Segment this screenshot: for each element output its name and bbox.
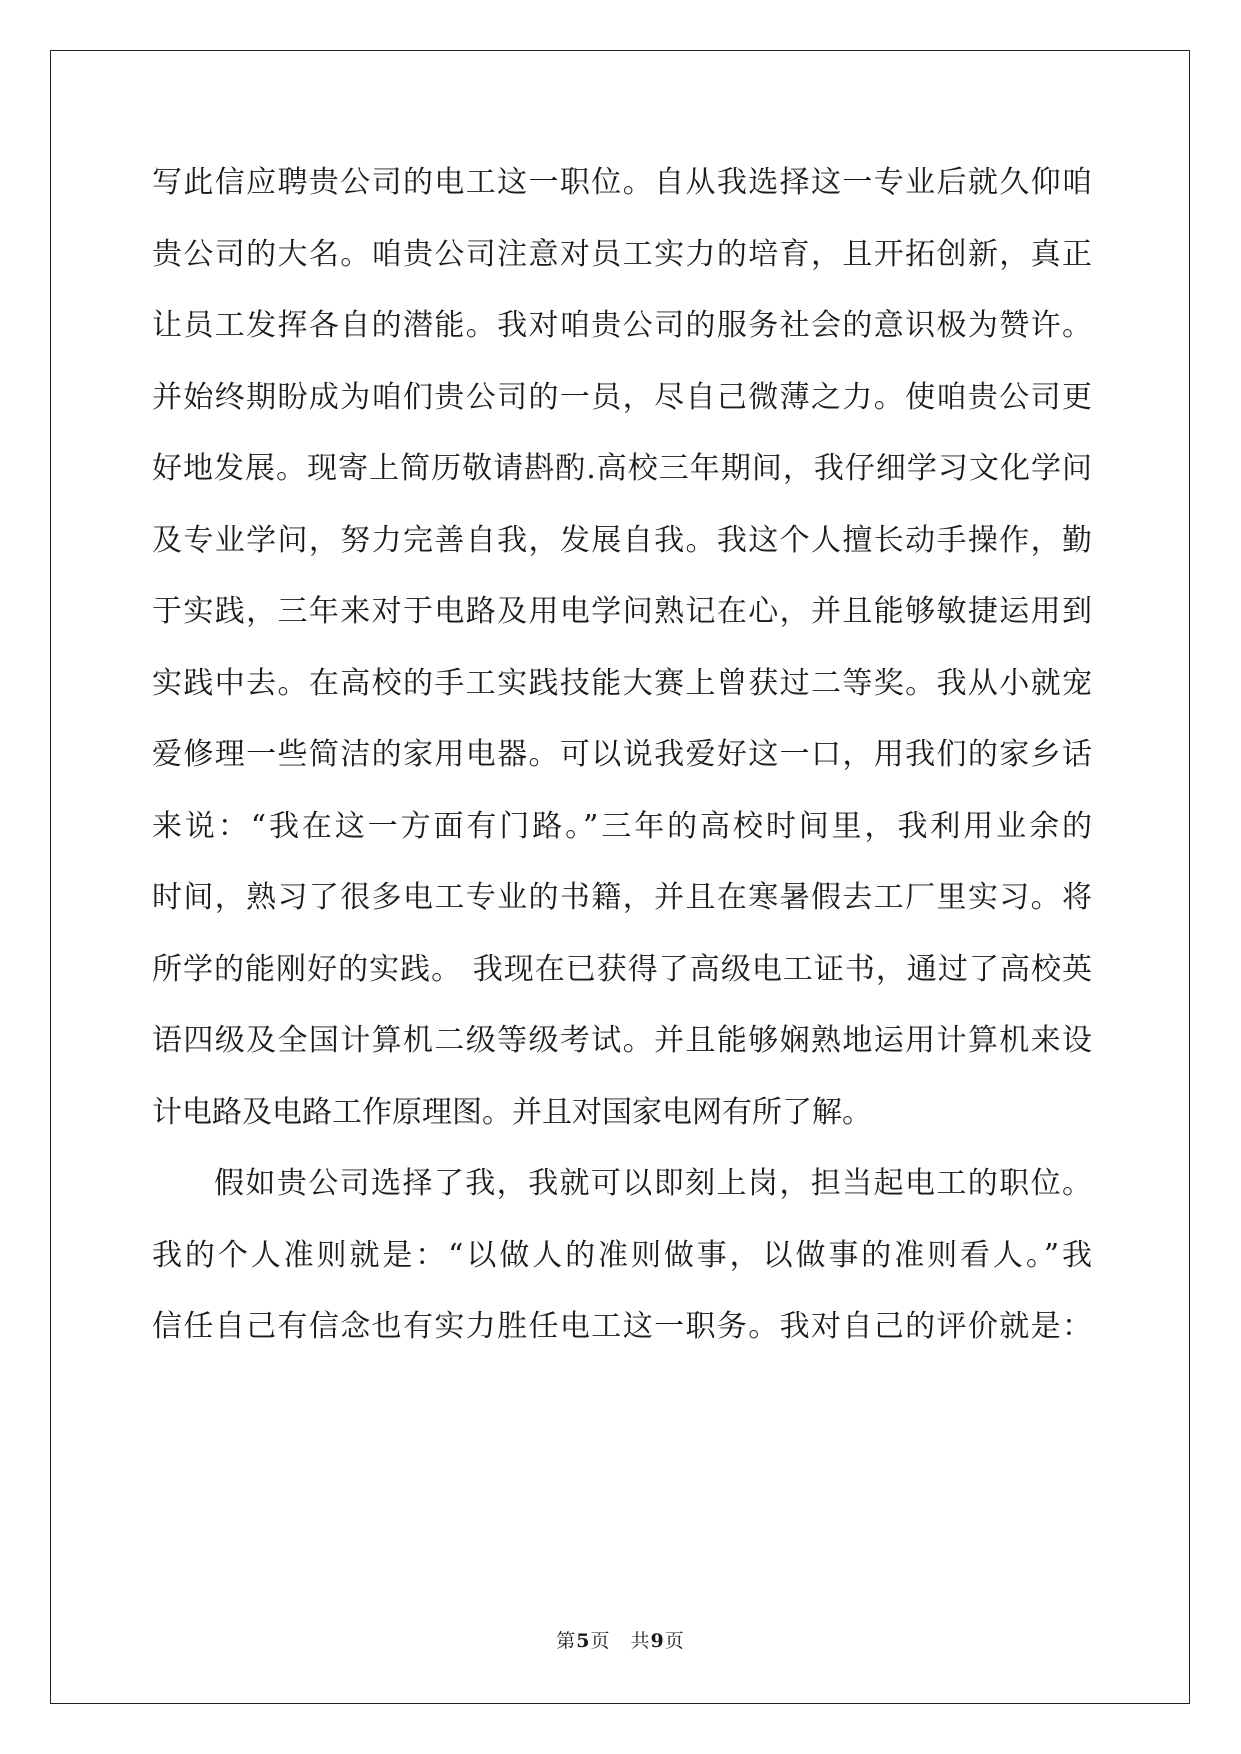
current-page-number: 5	[576, 1630, 591, 1652]
text-line: 时间，熟习了很多电工专业的书籍，并且在寒暑假去工厂里实习。将	[152, 880, 1092, 915]
page-prefix: 第	[556, 1630, 577, 1652]
text-line: 好地发展。现寄上简历敬请斟酌.高校三年期间，我仔细学习文化学问	[152, 451, 1092, 486]
text-line: 所学的能刚好的实践。 我现在已获得了高级电工证书，通过了高校英	[152, 951, 1092, 987]
text-line: 计电路及电路工作原理图。并且对国家电网有所了解。	[152, 1094, 872, 1130]
text-line: 信任自己有信念也有实力胜任电工这一职务。我对自己的评价就是：	[152, 1309, 1092, 1344]
text-line: 语四级及全国计算机二级等级考试。并且能够娴熟地运用计算机来设	[152, 1023, 1092, 1058]
page-number-footer	[0, 1626, 1241, 1653]
text-line: 爱修理一些简洁的家用电器。可以说我爱好这一口，用我们的家乡话	[152, 737, 1092, 772]
text-line: 写此信应聘贵公司的电工这一职位。自从我选择这一专业后就久仰咱	[152, 165, 1092, 200]
text-line: 实践中去。在高校的手工实践技能大赛上曾获过二等奖。我从小就宠	[152, 665, 1092, 701]
total-suffix: 页	[664, 1630, 685, 1652]
text-line: 贵公司的大名。咱贵公司注意对员工实力的培育，且开拓创新，真正	[152, 236, 1092, 272]
total-prefix: 共	[630, 1630, 651, 1652]
paragraph-2	[152, 1165, 1092, 1380]
text-line: 并始终期盼成为咱们贵公司的一员，尽自己微薄之力。使咱贵公司更	[152, 379, 1092, 415]
total-page-number: 9	[650, 1630, 665, 1652]
text-line: 让员工发挥各自的潜能。我对咱贵公司的服务社会的意识极为赞许。	[152, 308, 1092, 343]
text-line: 假如贵公司选择了我，我就可以即刻上岗，担当起电工的职位。	[214, 1166, 1092, 1201]
page-suffix: 页	[590, 1630, 611, 1652]
text-line: 及专业学问，努力完善自我，发展自我。我这个人擅长动手操作，勤	[152, 522, 1092, 558]
paragraph-1	[152, 164, 1092, 1165]
text-line: 我的个人准则就是：“以做人的准则做事，以做事的准则看人。”我	[152, 1237, 1092, 1273]
letter-body	[152, 164, 1092, 1380]
text-line: 来说：“我在这一方面有门路。”三年的高校时间里，我利用业余的	[152, 808, 1092, 844]
text-line: 于实践，三年来对于电路及用电学问熟记在心，并且能够敏捷运用到	[152, 594, 1092, 629]
